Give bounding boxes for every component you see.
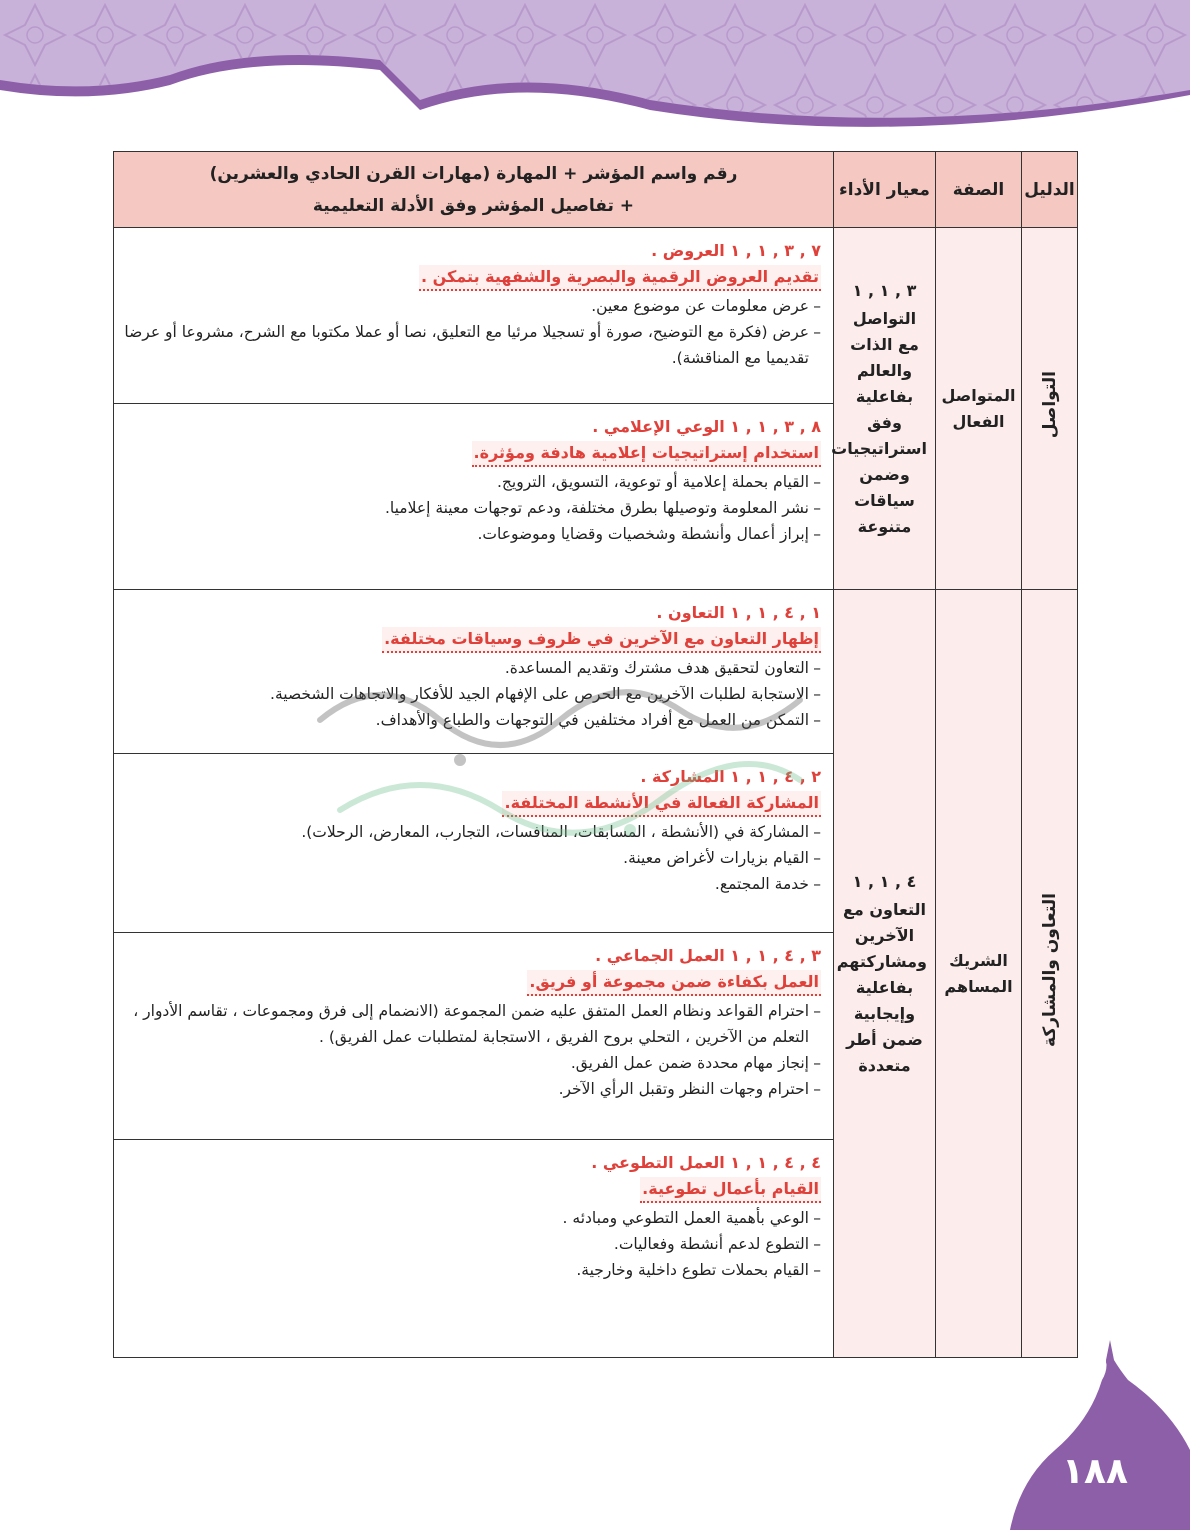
indicator-skill: استخدام إستراتيجيات إعلامية هادفة ومؤثرة. xyxy=(472,441,821,467)
indicator-cell xyxy=(114,404,834,590)
indicator-code: ٨ , ٣ , ١ , ١ الوعي الإعلامي . xyxy=(592,417,821,436)
list-item: – التعاون لتحقيق هدف مشترك وتقديم المساعدة. xyxy=(124,655,821,681)
header-details-line2: + تفاصيل المؤشر وفق الأدلة التعليمية xyxy=(312,195,635,216)
table-header-row xyxy=(114,152,1078,228)
attribute-label: المتواصل الفعال xyxy=(941,385,1016,431)
indicator-skill: إظهار التعاون مع الآخرين في ظروف وسياقات مختلفة. xyxy=(382,627,821,653)
evidence-label: التواصل xyxy=(1039,370,1060,439)
list-item: – القيام بحملة إعلامية أو توعوية، التسويق، الترويج. xyxy=(124,469,821,495)
indicator-code: ٤ , ٤ , ١ , ١ العمل التطوعي . xyxy=(591,1153,821,1172)
indicator-cell xyxy=(114,1140,834,1358)
indicator-cell xyxy=(114,590,834,754)
list-item: – إنجاز مهام محددة ضمن عمل الفريق. xyxy=(124,1050,821,1076)
header-attribute: الصفة xyxy=(936,152,1022,228)
decorative-header-banner xyxy=(0,0,1190,150)
evidence-cell-communication xyxy=(1022,228,1078,590)
table-row xyxy=(114,228,1078,404)
header-details-line1: رقم واسم المؤشر + المهارة (مهارات القرن الحادي والعشرين) xyxy=(209,163,738,184)
evidence-label: التعاون والمشاركة xyxy=(1039,892,1060,1047)
list-item: – القيام بزيارات لأغراض معينة. xyxy=(124,845,821,871)
list-item: – نشر المعلومة وتوصيلها بطرق مختلفة، ودعم توجهات معينة إعلاميا. xyxy=(124,495,821,521)
list-item: – خدمة المجتمع. xyxy=(124,871,821,897)
performance-cell-communication xyxy=(831,228,936,590)
evidence-cell-cooperation xyxy=(1022,590,1078,1358)
attribute-label: الشريك المساهم xyxy=(944,950,1013,996)
indicators-table xyxy=(113,151,1078,1358)
list-item: – التمكن من العمل مع أفراد مختلفين في التوجهات والطباع والأهداف. xyxy=(124,707,821,733)
performance-text: التعاون مع الآخرين ومشاركتهم بفاعلية وإيجابية ضمن أطر متعددة xyxy=(836,899,927,1075)
attribute-cell-cooperation xyxy=(936,590,1022,1358)
indicator-items xyxy=(124,1205,821,1283)
indicator-skill: القيام بأعمال تطوعية. xyxy=(640,1177,821,1203)
indicator-cell xyxy=(114,933,834,1140)
indicator-skill: المشاركة الفعالة في الأنشطة المختلفة. xyxy=(502,791,821,817)
indicator-cell xyxy=(114,228,834,404)
indicator-code: ٧ , ٣ , ١ , ١ العروض . xyxy=(651,241,821,260)
indicator-items xyxy=(124,469,821,547)
performance-cell-cooperation xyxy=(834,590,936,1358)
table-row xyxy=(114,590,1078,754)
indicator-skill: تقديم العروض الرقمية والبصرية والشفهية بتمكن . xyxy=(419,265,821,291)
list-item: – الوعي بأهمية العمل التطوعي ومبادئه . xyxy=(124,1205,821,1231)
indicator-items xyxy=(124,293,821,371)
performance-text: التواصل مع الذات والعالم بفاعلية وفق استراتيجيات وضمن سياقات متنوعة xyxy=(831,308,927,536)
attribute-cell-communication xyxy=(936,228,1022,590)
header-performance: معيار الأداء xyxy=(834,152,936,228)
list-item: – القيام بحملات تطوع داخلية وخارجية. xyxy=(124,1257,821,1283)
indicator-cell xyxy=(114,754,834,933)
header-evidence: الدليل xyxy=(1022,152,1078,228)
header-details xyxy=(114,152,834,228)
indicator-code: ١ , ٤ , ١ , ١ التعاون . xyxy=(656,603,821,622)
list-item: – عرض معلومات عن موضوع معين. xyxy=(124,293,821,319)
list-item: – إبراز أعمال وأنشطة وشخصيات وقضايا وموضوعات. xyxy=(124,521,821,547)
indicator-items xyxy=(124,655,821,733)
list-item: – التطوع لدعم أنشطة وفعاليات. xyxy=(124,1231,821,1257)
list-item: – المشاركة في (الأنشطة ، المسابقات، المنافسات، التجارب، المعارض، الرحلات). xyxy=(124,819,821,845)
list-item: – احترام وجهات النظر وتقبل الرأي الآخر. xyxy=(124,1076,821,1102)
page-number: ١٨٨ xyxy=(1062,1451,1128,1492)
performance-number: ٣ , ١ , ١ xyxy=(852,280,917,300)
indicator-skill: العمل بكفاءة ضمن مجموعة أو فريق. xyxy=(527,970,821,996)
indicator-items xyxy=(124,998,821,1102)
indicator-code: ٢ , ٤ , ١ , ١ المشاركة . xyxy=(640,767,821,786)
mosque-dome-decoration xyxy=(1010,1340,1190,1530)
list-item: – الاستجابة لطلبات الآخرين مع الحرص على الإفهام الجيد للأفكار والاتجاهات الشخصية. xyxy=(124,681,821,707)
list-item: – احترام القواعد ونظام العمل المتفق عليه ضمن المجموعة (الانضمام إلى فرق ومجموعات ، تقاسم الأدوار ، التعلم من الآخرين ، التحلي بروح الفريق ، الاستجابة لمتطلبات عمل الفريق) . xyxy=(124,998,821,1050)
indicator-items xyxy=(124,819,821,897)
list-item: – عرض (فكرة مع التوضيح، صورة أو تسجيلا مرئيا مع التعليق، نصا أو عملا مكتوبا مع الشرح، مشروعا أو عرضا تقديميا مع المناقشة). xyxy=(124,319,821,371)
indicator-code: ٣ , ٤ , ١ , ١ العمل الجماعي . xyxy=(595,946,821,965)
performance-number: ٤ , ١ , ١ xyxy=(852,871,917,891)
